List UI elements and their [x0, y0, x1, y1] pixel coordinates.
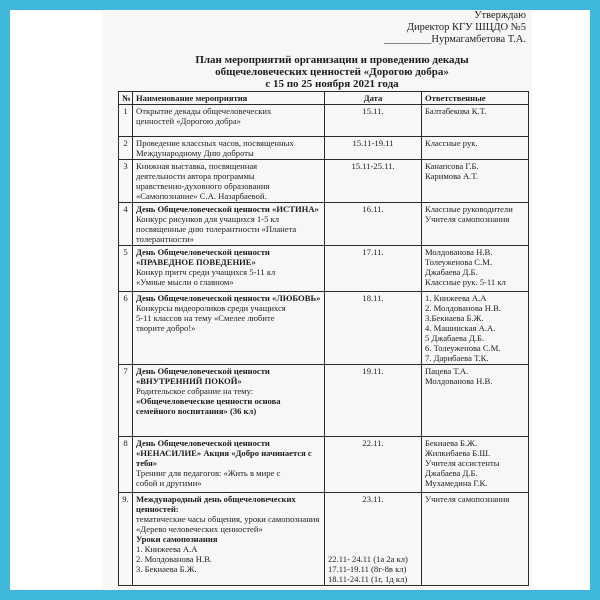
- responsible-person: Толеуженова С.М.: [425, 257, 492, 267]
- event-line: посвященные дню толерантности «Планета: [136, 224, 297, 234]
- responsible-cell: [422, 203, 529, 246]
- table-row: [119, 365, 529, 437]
- responsible-person: Бекиаева Б.Ж.: [425, 438, 477, 448]
- title-line: общечеловеческих ценностей «Дорогою добра»: [215, 66, 449, 78]
- event-title: День Общечеловеческой ценности «НЕНАСИЛИЕ» Акция «Добро начинается с тебя»: [136, 438, 312, 468]
- row-number: 3: [119, 160, 133, 203]
- event-line: Проведение классных часов, посвященных: [136, 138, 294, 148]
- responsible-person: 2. Молдованова Н.В.: [425, 303, 501, 313]
- table-row: [119, 160, 529, 203]
- table-row: [119, 246, 529, 292]
- event-line: 5-11 классов на тему «Смелее любите: [136, 313, 275, 323]
- event-subtitle: Уроки самопознания: [136, 534, 218, 544]
- responsible-person: Классные рук. 5-11 кл: [425, 277, 506, 287]
- event-date: 23.11.: [362, 494, 384, 504]
- approval-line: Утверждаю: [474, 10, 526, 21]
- event-line: «Умные мысли о главном»: [136, 277, 234, 287]
- event-title: День Общечеловеческой ценности «ПРАВЕДНОЕ ПОВЕДЕНИЕ»: [136, 247, 270, 267]
- table-row: [119, 203, 529, 246]
- responsible-person: 7. Дарибаева Т.К.: [425, 353, 489, 363]
- event-date-cell: [325, 292, 422, 365]
- responsible-cell: [422, 437, 529, 493]
- event-line: толерантности»: [136, 234, 194, 244]
- event-name-cell: [133, 292, 325, 365]
- event-title: Международный день общечеловеческих ценностей:: [136, 494, 296, 514]
- header-date: Дата: [325, 92, 422, 105]
- row-number: 6: [119, 292, 133, 365]
- event-date-cell: [325, 437, 422, 493]
- approval-line: _________Нурмагамбетова Т.А.: [384, 34, 526, 45]
- event-line: «Самопознание» С.А. Назарбаевой.: [136, 191, 267, 201]
- event-line: 3. Бекиаева Б.Ж.: [136, 564, 197, 574]
- responsible-person: Балтабекова К.Т.: [425, 106, 487, 116]
- responsible-cell: [422, 105, 529, 137]
- event-line: нравственно-духовного образования: [136, 181, 270, 191]
- events-table: [118, 91, 529, 586]
- event-description: тематические часы общения, уроки самопознания «Дерево человеческих ценностей»: [136, 514, 320, 534]
- event-title: День Общечеловеческой ценности «ЛЮБОВЬ»: [136, 293, 321, 303]
- event-name-cell: [133, 493, 325, 586]
- event-date: 15.11-19.11: [352, 138, 394, 148]
- responsible-person: Канапсова Г.Б.: [425, 161, 479, 171]
- event-date: 18.11-24.11 (1г, 1д кл): [328, 574, 408, 584]
- event-name-cell: [133, 160, 325, 203]
- event-line: Конкур притч среди учащихся 5-11 кл: [136, 267, 276, 277]
- event-date-cell: [325, 137, 422, 160]
- responsible-person: Классные рук.: [425, 138, 478, 148]
- approval-block: [384, 10, 526, 46]
- row-number: 1: [119, 105, 133, 137]
- table-row: [119, 437, 529, 493]
- table-row: [119, 292, 529, 365]
- header-responsible: Ответственные: [422, 92, 529, 105]
- event-description: Родительское собрание на тему:: [136, 386, 254, 396]
- event-line: Конкурс рисунков для учащихся 1-5 кл: [136, 214, 279, 224]
- responsible-person: 6. Толеуженова С.М.: [425, 343, 501, 353]
- page-frame: [10, 10, 590, 590]
- event-name-cell: [133, 365, 325, 437]
- title-line: План мероприятий организации и проведению декады: [195, 54, 469, 66]
- event-date-cell: [325, 203, 422, 246]
- row-number: 2: [119, 137, 133, 160]
- responsible-cell: [422, 137, 529, 160]
- responsible-cell: [422, 365, 529, 437]
- event-date: 17.11.: [362, 247, 384, 257]
- responsible-person: Учителя ассистенты: [425, 458, 500, 468]
- responsible-person: Пацева Т.А.: [425, 366, 469, 376]
- event-date-cell: [325, 246, 422, 292]
- event-title: День Общечеловеческой ценности «ВНУТРЕННИЙ ПОКОЙ»: [136, 366, 270, 386]
- title-line: с 15 по 25 ноября 2021 года: [265, 78, 399, 90]
- responsible-cell: [422, 493, 529, 586]
- event-date: 15.11-25.11.: [351, 161, 395, 171]
- responsible-person: 5 Джабаева Д.Б.: [425, 333, 485, 343]
- event-date-cell: [325, 365, 422, 437]
- event-line: деятельности автора программы: [136, 171, 255, 181]
- event-line: 1. Книжеева А.А: [136, 544, 198, 554]
- event-date-cell: [325, 105, 422, 137]
- responsible-person: 3.Бекиаева Б.Ж.: [425, 313, 484, 323]
- event-name-cell: [133, 137, 325, 160]
- event-date: [328, 504, 418, 514]
- event-date: [328, 534, 418, 544]
- event-line: Тренинг для педагогов: «Жить в мире с: [136, 468, 281, 478]
- event-line: «Общечеловеческие ценности основа: [136, 396, 281, 406]
- table-row: [119, 105, 529, 137]
- responsible-person: Жилкибаева Б.Ш.: [425, 448, 491, 458]
- approval-line: Директор КГУ ШЦДО №5: [406, 22, 526, 33]
- event-line: семейного воспитания» (36 кл): [136, 406, 257, 416]
- event-date-cell: [325, 493, 422, 586]
- event-name-cell: [133, 437, 325, 493]
- table-row: [119, 493, 529, 586]
- event-date: 15.11.: [362, 106, 384, 116]
- event-name-cell: [133, 203, 325, 246]
- responsible-person: Классные руководители: [425, 204, 513, 214]
- event-date: 18.11.: [362, 293, 384, 303]
- header-name: Наименование мероприятия: [133, 92, 325, 105]
- table-header-row: [119, 92, 529, 105]
- table-body: [119, 105, 529, 586]
- table-row: [119, 137, 529, 160]
- responsible-person: Учителя самопознания: [425, 214, 510, 224]
- row-number: 4: [119, 203, 133, 246]
- event-line: Книжная выставка, посвященная: [136, 161, 258, 171]
- row-number: 5: [119, 246, 133, 292]
- responsible-cell: [422, 160, 529, 203]
- event-line: ценностей «Дорогою добра»: [136, 116, 241, 126]
- responsible-person: Джабаева Д.Б.: [425, 468, 478, 478]
- document-sheet: [102, 10, 532, 590]
- responsible-person: Мухамедина Г.К.: [425, 478, 488, 488]
- event-line: 2. Молдованова Н.В.: [136, 554, 212, 564]
- header-no: №: [119, 92, 133, 105]
- responsible-person: Джабаева Д.Б.: [425, 267, 478, 277]
- event-line: Открытие декады общечеловеческих: [136, 106, 272, 116]
- row-number: 7: [119, 365, 133, 437]
- responsible-person: Учителя самопознания: [425, 494, 510, 504]
- event-line: Конкурсы видеороликов среди учащихся: [136, 303, 286, 313]
- document-title: [142, 54, 522, 90]
- event-date: 19.11.: [362, 366, 384, 376]
- event-date: 17.11-19.11 (8г-8в кл): [328, 564, 407, 574]
- event-date: 22.11.: [362, 438, 384, 448]
- event-date: [328, 544, 418, 554]
- responsible-cell: [422, 246, 529, 292]
- event-date: 22.11- 24.11 (1а 2а кл): [328, 554, 408, 564]
- responsible-person: Молдованова Н.В.: [425, 376, 493, 386]
- event-date: 16.11.: [362, 204, 384, 214]
- event-date: [328, 524, 418, 534]
- event-name-cell: [133, 246, 325, 292]
- event-name-cell: [133, 105, 325, 137]
- event-line: собой и другими»: [136, 478, 202, 488]
- row-number: 9.: [119, 493, 133, 586]
- responsible-person: Молдованова Н.В.: [425, 247, 493, 257]
- event-date-cell: [325, 160, 422, 203]
- responsible-cell: [422, 292, 529, 365]
- responsible-person: Каримова А.Т.: [425, 171, 478, 181]
- event-date: [328, 514, 418, 524]
- event-line: Международному Дню доброты: [136, 148, 254, 158]
- event-line: творите добро!»: [136, 323, 196, 333]
- responsible-person: 4. Машинская А.А.: [425, 323, 496, 333]
- event-title: День Общечеловеческой ценности «ИСТИНА»: [136, 204, 319, 214]
- responsible-person: 1. Книжеева А.А: [425, 293, 487, 303]
- row-number: 8: [119, 437, 133, 493]
